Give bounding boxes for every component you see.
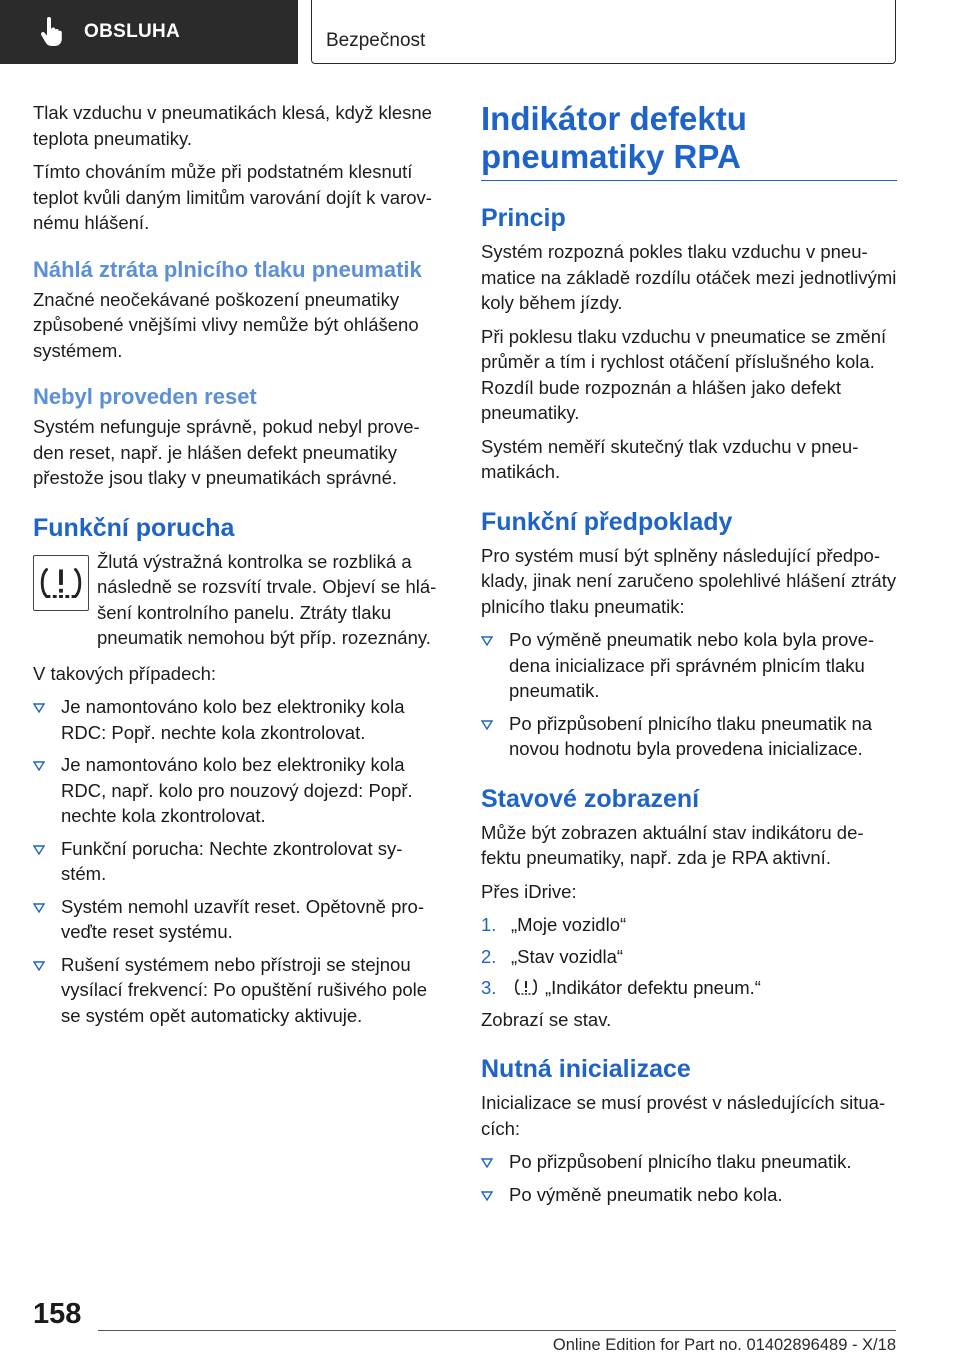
paragraph: Žlutá výstražná kontrolka se rozbliká a následně se rozsvítí trvale. Objeví se hlášení kontrolního panelu. Ztráty tlaku pneumatik nemohou být příp. rozeznány. bbox=[97, 550, 437, 648]
subheading-sudden-loss: Náhlá ztráta plnicího tlaku pneumatik bbox=[33, 256, 422, 282]
triangle-bullet-icon bbox=[33, 845, 45, 855]
paragraph: Při poklesu tlaku vzduchu v pneumatice se změní průměr a tím i rychlost otáčení příslušného kola. Rozdíl bude rozpoznán a hlášen jako defekt pneumatiky. bbox=[481, 325, 887, 423]
right-column bbox=[481, 100, 897, 1215]
paragraph: Systém nefunguje správně, pokud nebyl proveden reset, např. je hlášen defekt pneumatiky přestože jsou tlaky v pneumatikách správné. bbox=[33, 416, 420, 488]
hand-pointer-icon bbox=[38, 17, 64, 47]
list-item: Rušení systémem nebo přístroji se stejnou vysílací frekvencí: Po opuštění rušivého pole se systém opět automaticky aktivuje. bbox=[33, 952, 441, 1029]
list-item: Je namontováno kolo bez elektroniky kola RDC: Popř. nechte kola zkontrolovat. bbox=[33, 694, 441, 745]
triangle-bullet-icon bbox=[481, 720, 493, 730]
paragraph: Systém neměří skutečný tlak vzduchu v pneumatikách. bbox=[481, 435, 859, 482]
list-item: Je namontováno kolo bez elektroniky kola RDC, např. kolo pro nouzový dojezd: Popř. nechte kola zkontrolovat. bbox=[33, 752, 441, 829]
heading-status-display: Stavové zobrazení bbox=[481, 784, 700, 813]
init-list bbox=[481, 1149, 897, 1207]
footer-divider bbox=[98, 1330, 896, 1331]
tire-pressure-warning-icon bbox=[33, 555, 89, 611]
header-section-tab bbox=[0, 0, 298, 64]
page-title: Indikátor defektu pneumatiky RPA bbox=[481, 100, 897, 181]
triangle-bullet-icon bbox=[33, 961, 45, 971]
list-item: 3. „Indikátor defektu pneum.“ bbox=[481, 977, 761, 998]
section-label: OBSLUHA bbox=[84, 21, 181, 42]
page-number: 158 bbox=[33, 1298, 82, 1330]
paragraph: V takových případech: bbox=[33, 662, 217, 684]
triangle-bullet-icon bbox=[33, 761, 45, 771]
triangle-bullet-icon bbox=[481, 1191, 493, 1201]
heading-requirements: Funkční předpoklady bbox=[481, 507, 733, 536]
triangle-bullet-icon bbox=[481, 636, 493, 646]
list-item: Systém nemohl uzavřít reset. Opětovně proveďte reset systému. bbox=[33, 894, 441, 945]
list-item: Po přizpůsobení plnicího tlaku pneumatik. bbox=[481, 1149, 897, 1175]
paragraph: Tlak vzduchu v pneumatikách klesá, když klesne teplota pneumatiky. bbox=[33, 102, 432, 149]
subheading-no-reset: Nebyl proveden reset bbox=[33, 384, 257, 409]
edition-note: Online Edition for Part no. 01402896489 - X/18 bbox=[552, 1336, 896, 1354]
warning-block bbox=[33, 549, 441, 651]
paragraph: Přes iDrive: bbox=[481, 880, 577, 902]
header-chapter-tab bbox=[311, 0, 896, 64]
triangle-bullet-icon bbox=[481, 1158, 493, 1168]
heading-principle: Princip bbox=[481, 204, 566, 232]
list-item: Po přizpůsobení plnicího tlaku pneumatik na novou hodnotu byla provedena inicializace. bbox=[481, 711, 897, 762]
paragraph: Tímto chováním může při podstatném klesnutí teplot kvůli daným limitům varování dojít k varovnému hlášení. bbox=[33, 161, 432, 233]
paragraph: Systém rozpozná pokles tlaku vzduchu v pneumatice na základě rozdílu otáček mezi jednotlivými koly během jízdy. bbox=[481, 241, 897, 313]
tire-pressure-warning-icon bbox=[513, 977, 539, 997]
list-item: Po výměně pneumatik nebo kola. bbox=[481, 1182, 897, 1208]
heading-initialization: Nutná inicializace bbox=[481, 1055, 691, 1083]
cases-list bbox=[33, 694, 441, 1028]
chapter-label: Bezpečnost bbox=[326, 30, 426, 51]
paragraph: Může být zobrazen aktuální stav indikátoru defektu pneumatiky, např. zda je RPA aktivní. bbox=[481, 821, 864, 868]
heading-malfunction: Funkční porucha bbox=[33, 513, 235, 542]
steps-list bbox=[481, 912, 897, 1001]
list-item: Funkční porucha: Nechte zkontrolovat systém. bbox=[33, 836, 441, 887]
paragraph: Inicializace se musí provést v následujících situacích: bbox=[481, 1092, 886, 1139]
triangle-bullet-icon bbox=[33, 903, 45, 913]
paragraph: Pro systém musí být splněny následující předpoklady, jinak není zaručeno spolehlivé hlášení ztráty plnicího tlaku pneumatik: bbox=[481, 544, 897, 617]
triangle-bullet-icon bbox=[33, 703, 45, 713]
list-item: Po výměně pneumatik nebo kola byla provedena inicializace při správném plnicím tlaku pneumatik. bbox=[481, 627, 897, 704]
requirements-list bbox=[481, 627, 897, 762]
paragraph: Značné neočekávané poškození pneumatiky způsobené vnějšími vlivy nemůže být ohlášeno systémem. bbox=[33, 288, 419, 361]
paragraph: Zobrazí se stav. bbox=[481, 1008, 612, 1030]
list-item: 1. „Moje vozidlo“ bbox=[481, 914, 627, 935]
left-column bbox=[33, 100, 441, 1036]
list-item: 2. „Stav vozidla“ bbox=[481, 945, 624, 967]
